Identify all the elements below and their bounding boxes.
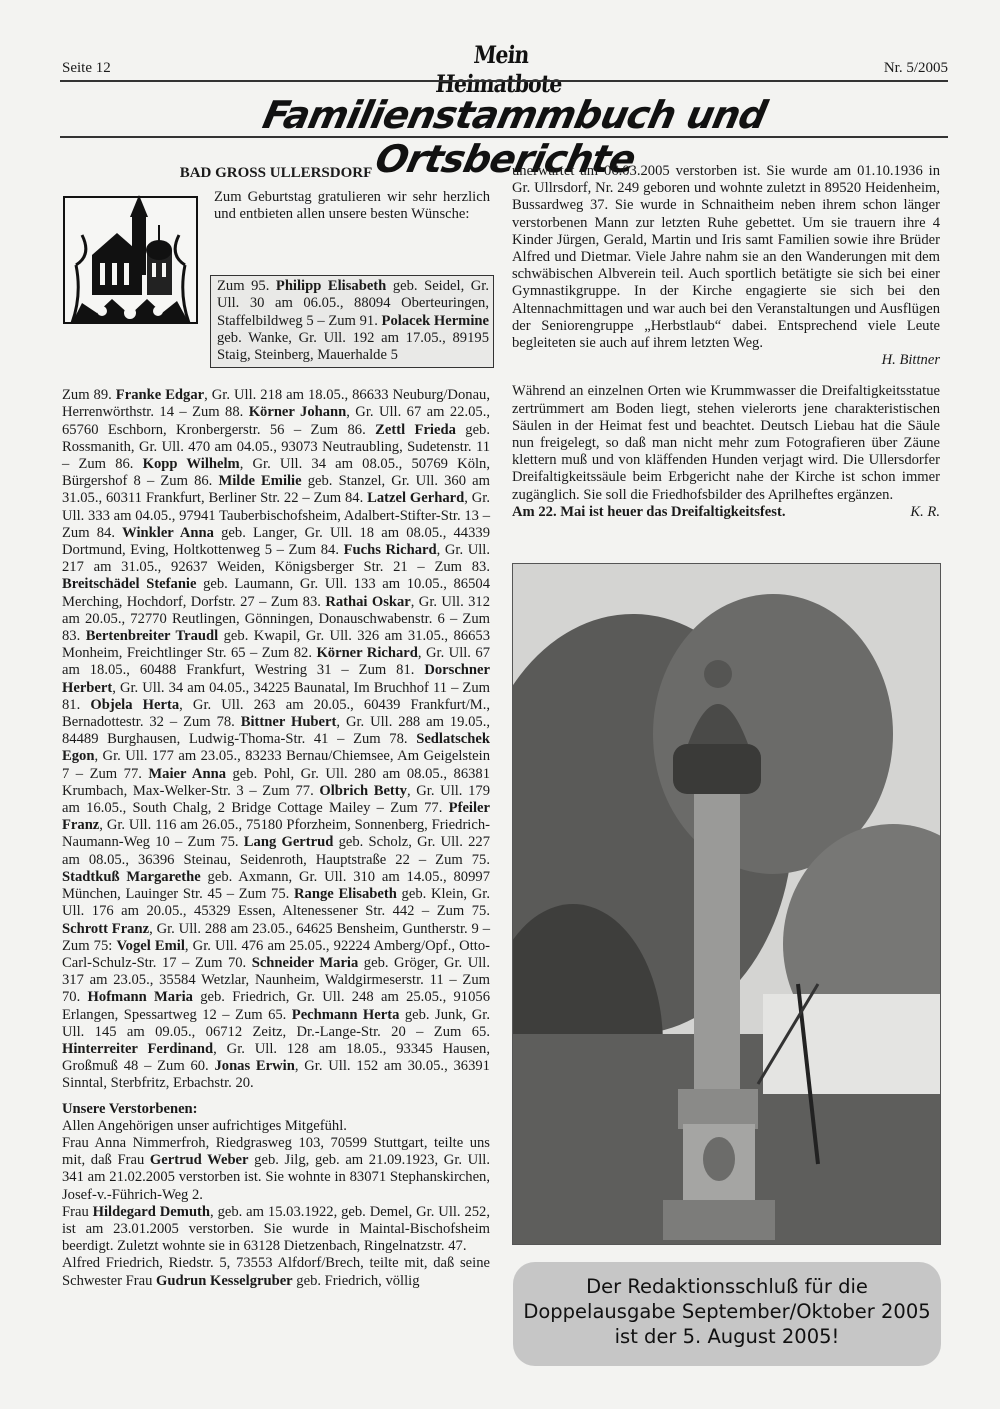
person-name: Hinterreiter Ferdinand [62,1040,214,1057]
text-run: , Gr. Ull. 177 am 23.05., 83233 Bernau/Chiemsee, Am Geigelstein 7 – Zum 77. [62,748,490,782]
person-name: Schneider Maria [251,954,359,971]
obituary-continued: unerwartet am 06.03.2005 verstorben ist. Sie wurde am 01.10.1936 in Gr. Ullrsdorf, Nr. 249 geboren und wohnte zuletzt in 89520 Heidenheim, Bussardweg 37. Sie wurde in Schnaitheim neben ihrem schon länger verstorbenen Mann zur letzten Ruhe gebettet. Um sie trauern ihre 4 Kinder Jürgen, Gerald, Martin und Iris samt Familien sowie ihre Brüder Alfred und Dietmar. Viele Jahre nahm sie an den Wanderungen mit dem schwäbischen Albverein teil. Auch sportlich betätigte sie sich bei einer Gymnastikgruppe. In der Kirche engagierte sie sich bei den Altennachmittagen und war auch bei den Veranstaltungen und Ausflügen der Seniorengruppe „Herbstlaub“ dabei. Entsprechend viele Leute begleiteten sie auch auf ihrem letzten Weg. [512,163,940,352]
text-run: , Gr. Ull. 34 am 04.05., 34225 Baunatal, Im Bruchhof 11 – Zum 81. [62,679,490,713]
person-name: Bittner Hubert [240,714,337,731]
person-name: Stadtkuß Margarethe [62,868,201,885]
person-name: Bertenbreiter Traudl [85,628,219,645]
person-name: Breitschädel Stefanie [62,576,197,593]
page-number: Seite 12 [62,60,111,76]
trinity-column-article: Während an einzelnen Orten wie Krummwasser die Dreifaltigkeitsstatue zertrümmert am Boden liegt, stehen vielerorts jene charakteristischen Säulen in der Heimat fest und beachtet. Deutsch Liebau hat die Säule nun freigelegt, so daß man nicht mehr zum Fotografieren über Zäune klettern muß und von kläffenden Hunden verjagt wird. Die Ullersdorfer Dreifaltigkeitssäule beim Erbgericht nahe der Kirche ist schon immer zugänglich. Sie soll die Friedhofsbilder des Aprilheftes ergänzen. [512,383,940,503]
person-name: Schrott Franz [62,920,150,937]
deceased-heading: Unsere Verstorbenen: [62,1100,198,1117]
trinity-column-photo [512,563,941,1245]
deadline-line-1: Der Redaktionsschluß für die [586,1275,868,1298]
text-run: geb. Wanke, Gr. Ull. 192 am 17.05., 89195 Staig, Steinberg, Mauerhalde 5 [217,329,489,364]
article-signature-line [512,504,940,521]
text-run: geb. Rossmanith, Gr. Ull. 470 am 04.05., 93073 Neutraubling, Sudetenstr. 11 – Zum 86. [62,421,490,473]
issue-number: Nr. 5/2005 [883,60,948,76]
text-run: , Gr. Ull. 116 am 26.05., 75180 Pforzheim, Sonnenberg, Friedrich-Naumann-Weg 10 – Zum 75. [62,817,490,851]
text-run: geb. Friedrich, Gr. Ull. 248 am 25.05., 91056 Erlangen, Spessartweg 12 – Zum 65. [62,989,490,1023]
text-run: , Gr. Ull. 312 am 20.05., 72770 Reutlingen, Gönningen, Donauschwabenstr. 6 – Zum 83. [62,593,490,645]
deadline-line-2: Doppelausgabe September/Oktober 2005 [523,1300,931,1323]
text-run: geb. Kwapil, Gr. Ull. 326 am 31.05., 86653 Monheim, Freichtlinger Str. 65 – Zum 82. [62,628,491,662]
text-run: , Gr. Ull. 34 am 08.05., 50769 Köln, Bürgershof 8 – Zum 86. [62,456,490,490]
obituary-signature-line [512,352,940,369]
text-run: geb. Axmann, Gr. Ull. 310 am 14.05., 80997 München, Lauinger Str. 45 – Zum 75. [62,868,490,903]
person-name: Hofmann Maria [87,989,193,1006]
birthday-intro [62,189,490,387]
text-run: geb. Pohl, Gr. Ull. 280 am 08.05., 86381 Krumbach, Max-Welker-Str. 3 – Zum 77. [62,765,491,799]
obituary-demuth [62,1204,490,1256]
left-column [62,165,490,1290]
text-run: , geb. am 15.03.1922, geb. Demel, Gr. Ull. 252, ist am 23.01.2005 verstorben. Sie wurde in Maintal-Bischofsheim beerdigt. Zuletzt wohnte sie in 63128 Dietzenbach, Ringelnatzstr. 47. [62,1203,490,1255]
text-run: , Gr. Ull. 67 am 18.05., 60488 Frankfurt, Westring 31 – Zum 81. [62,645,490,679]
feast-note: Am 22. Mai ist heuer das Dreifaltigkeitsfest. [512,503,786,520]
person-name: Gudrun Kesselgruber [156,1272,293,1289]
person-name: Pfeiler Franz [62,800,490,834]
person-name: Winkler Anna [122,524,214,541]
person-name: Range Elisabeth [294,886,397,903]
text-run: geb. Laumann, Gr. Ull. 133 am 10.05., 86504 Merching, Hochdorf, Dorfstr. 27 – Zum 83. [62,576,490,610]
person-name: Gertrud Weber [149,1152,249,1169]
text-run: geb. Klein, Gr. Ull. 176 am 20.05., 45329 Essen, Altenessener Str. 442 – Zum 75. [62,886,490,920]
text-run: , Gr. Ull. 179 am 16.05., South Chalg, 2 Bridge Cottage Mailey – Zum 77. [62,782,490,817]
region-heading: BAD GROSS ULLERSDORF [179,165,373,181]
birthday-intro-text: Zum Geburtstag gratulieren wir sehr herzlich und entbieten allen unsere besten Wünsche: [214,189,490,223]
text-run: Frau [62,1203,93,1220]
photo-illustration [513,564,940,1244]
text-run: , Gr. Ull. 217 am 31.05., 92637 Weiden, Königsberger Str. 21 – Zum 83. [62,542,491,576]
condolence-text: Allen Angehörigen unser aufrichtiges Mitgefühl. [62,1117,347,1134]
title-rule [60,136,948,138]
deadline-notice [513,1262,941,1366]
deadline-line-3: ist der 5. August 2005! [614,1325,840,1348]
birthday-list [62,387,490,1092]
person-name: Pechmann Herta [291,1006,400,1023]
person-name: Sedlatschek Egon [62,731,490,765]
text-run: Frau Anna Nimmerfroh, Riedgrasweg 103, 70599 Stuttgart, teilte uns mit, daß Frau [62,1134,490,1169]
text-run: , Gr. Ull. 476 am 25.05., 92224 Amberg/Opf., Otto-Carl-Schulz-Str. 17 – Zum 70. [62,937,490,971]
person-name: Polacek Hermine [381,312,489,329]
text-run: geb. Seidel, Gr. Ull. 30 am 06.05., 88094 Oberteuringen, Staffelbildweg 5 – Zum 91. [217,278,490,329]
obituary-kesselgruber [62,1255,490,1289]
person-name: Zettl Frieda [375,421,456,438]
text-run: geb. Friedrich, völlig [292,1272,420,1289]
text-run: , Gr. Ull. 288 am 23.05., 64625 Bensheim, Guntherstr. 9 – Zum 75: [62,920,490,954]
person-name: Olbrich Betty [319,782,407,799]
person-name: Latzel Gerhard [367,490,465,507]
text-run: geb. Jilg, geb. am 21.09.1923, Gr. Ull. 341 am 21.02.2005 verstorben ist. Sie wohnte in 83071 Stephanskirchen, Josef-v.-Führich-Weg 2. [62,1152,490,1203]
text-run: , Gr. Ull. 218 am 18.05., 86633 Neuburg/Donau, Herrenwörthstr. 14 – Zum 88. [62,387,490,421]
text-run: , Gr. Ull. 67 am 22.05., 65760 Eschborn, Kronbergerstr. 56 – Zum 86. [62,404,490,438]
person-name: Maier Anna [148,765,226,782]
person-name: Dorschner Herbert [62,662,490,696]
person-name: Rathai Oskar [325,593,411,610]
highlight-box [210,275,494,368]
obituary-author: H. Bittner [881,352,940,369]
text-run: geb. Langer, Gr. Ull. 18 am 08.05., 44339 Dortmund, Eving, Holtkottenweg 5 – Zum 84. [62,524,490,559]
masthead-logo: Mein Heimatbote [434,40,564,98]
text-run: , Gr. Ull. 333 am 04.05., 97941 Tauberbischofsheim, Adalbert-Stifter-Str. 13 – Zum 84. [62,490,490,541]
person-name: Jonas Erwin [214,1058,295,1075]
header-rule [60,80,948,82]
article-author: K. R. [910,503,940,520]
person-name: Körner Johann [248,404,347,421]
person-name: Objela Herta [90,696,180,713]
right-column [512,163,940,521]
text-run: , Gr. Ull. 152 am 30.05., 36391 Sinntal, Sterbfritz, Erbachstr. 20. [62,1058,490,1092]
text-run: geb. Junk, Gr. Ull. 145 am 09.05., 06712 Zeitz, Dr.-Lange-Str. 20 – Zum 65. [62,1006,490,1040]
text-run: , Gr. Ull. 128 am 18.05., 93345 Hausen, Großmuß 48 – Zum 60. [62,1040,491,1075]
text-run: geb. Stanzel, Gr. Ull. 360 am 31.05., 60311 Frankfurt, Berliner Str. 22 – Zum 84. [62,473,490,507]
person-name: Fuchs Richard [343,542,437,559]
text-run: , Gr. Ull. 288 am 19.05., 84489 Burghausen, Ludwig-Thoma-Str. 41 – Zum 78. [62,714,490,748]
text-run: geb. Scholz, Gr. Ull. 227 am 08.05., 36396 Steinau, Seidenroth, Hauptstraße 22 – Zum 75. [62,834,490,868]
church-emblem-icon [62,195,199,325]
text-run: geb. Gröger, Gr. Ull. 317 am 23.05., 35584 Wetzlar, Naunheim, Waldgirmeserstr. 11 – Zum 70. [62,954,490,1006]
person-name: Kopp Wilhelm [142,456,240,473]
text-run: Zum 95. [217,278,276,295]
person-name: Körner Richard [316,645,418,662]
person-name: Philipp Elisabeth [275,278,387,295]
obituary-weber [62,1135,490,1204]
text-run: Zum 89. [62,387,116,404]
section-title: Familienstammbuch und Ortsberichte [259,93,771,181]
person-name: Milde Emilie [218,473,302,490]
person-name: Lang Gertrud [243,834,334,851]
text-run: Alfred Friedrich, Riedstr. 5, 73553 Alfdorf/Brech, teilte mit, daß seine Schwester Frau [62,1255,490,1289]
person-name: Franke Edgar [115,387,205,404]
text-run: , Gr. Ull. 263 am 20.05., 60439 Frankfurt/M., Bernadottestr. 32 – Zum 78. [62,696,490,731]
person-name: Hildegard Demuth [92,1203,211,1220]
person-name: Vogel Emil [116,937,185,954]
